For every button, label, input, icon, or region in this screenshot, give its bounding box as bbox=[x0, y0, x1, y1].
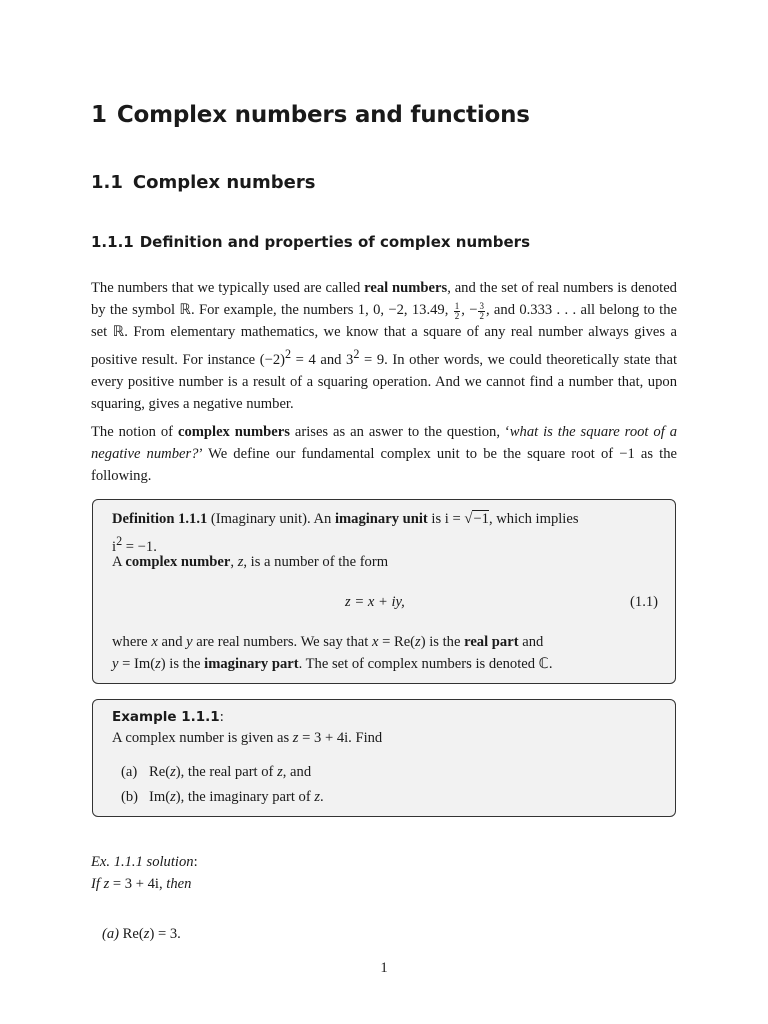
example-title: Example 1.1.1: bbox=[112, 709, 224, 725]
example-label: Example 1.1.1 bbox=[112, 709, 220, 725]
page-number: 1 bbox=[380, 960, 388, 976]
definition-line-1: Definition 1.1.1 (Imaginary unit). An imaginary unit is i = √−1, which implies bbox=[112, 511, 579, 527]
term-complex-numbers: complex numbers bbox=[177, 424, 290, 440]
fraction-three-halves: $\frac{3}{2}$ bbox=[479, 301, 484, 321]
fraction-one-half: $\frac{1}{2}$ bbox=[454, 301, 460, 321]
subsection-heading bbox=[91, 233, 530, 251]
example-item-a: (a) Re(z), the real part of z, and bbox=[121, 764, 312, 780]
definition-label: Definition 1.1.1 bbox=[112, 511, 208, 527]
equation-number: (1.1) bbox=[630, 594, 658, 610]
paragraph-real-numbers: The numbers that we typically used are called real numbers, and the set of real numbers is denoted by the symbol ℝ. For example, the numbers 1, 0, −2, 13.49, $\frac{1}{2}$ , − $\frac{3}{2}$ , and 0.333 . . . all belong to the set ℝ. From elementary mathematics, we know that a square of any real number always gives a positive result. For instance $(-2)^2 = 4$ and $3^2 = 9$. In other words, we could theoretically state that every positive number is a result of a squaring operation. And we cannot find a number that, upon squaring, gives a negative number. bbox=[91, 280, 678, 412]
solution-line: If z = 3 + 4i, then bbox=[91, 876, 192, 892]
definition-line-4: where x and y are real numbers. We say that x = Re(z) is the real part and bbox=[112, 634, 544, 650]
example-item-b: (b) Im(z), the imaginary part of z. bbox=[121, 789, 324, 805]
section-heading bbox=[91, 172, 315, 193]
definition-box bbox=[92, 499, 676, 684]
equation-body: z = x + iy, bbox=[345, 594, 405, 610]
term-real-numbers: real numbers bbox=[364, 280, 448, 296]
definition-line-2: $i^2 = -1$. bbox=[112, 534, 157, 555]
solution-title: Ex. 1.1.1 solution: bbox=[91, 854, 198, 870]
chapter-title: Complex numbers and functions bbox=[116, 102, 530, 128]
chapter-number: 1 bbox=[91, 102, 107, 128]
section-number: 1.1 bbox=[91, 172, 123, 193]
chapter-heading bbox=[91, 102, 530, 128]
definition-line-5: y = Im(z) is the imaginary part. The set of complex numbers is denoted ℂ. bbox=[112, 656, 553, 672]
term-real-part: real part bbox=[464, 634, 519, 650]
paragraph-complex-notion: The notion of complex numbers arises as an aswer to the question, ‘what is the square root of a negative number?’ We define our fundamental complex unit to be the square root of −1 as the following. bbox=[91, 424, 677, 484]
subsection-number: 1.1.1 bbox=[91, 233, 134, 251]
subsection-title: Definition and properties of complex numbers bbox=[139, 233, 530, 251]
term-complex-number: complex number bbox=[125, 554, 231, 570]
example-statement: A complex number is given as z = 3 + 4i. Find bbox=[112, 730, 383, 746]
term-imaginary-part: imaginary part bbox=[204, 656, 299, 672]
question-text: what is the square root of a negative number? bbox=[91, 424, 677, 462]
solution-item-a: (a) Re(z) = 3. bbox=[102, 926, 181, 942]
section-title: Complex numbers bbox=[132, 172, 316, 193]
definition-line-3: A complex number, z, is a number of the form bbox=[112, 554, 389, 570]
term-imaginary-unit: imaginary unit bbox=[334, 511, 428, 527]
example-box bbox=[92, 699, 676, 817]
